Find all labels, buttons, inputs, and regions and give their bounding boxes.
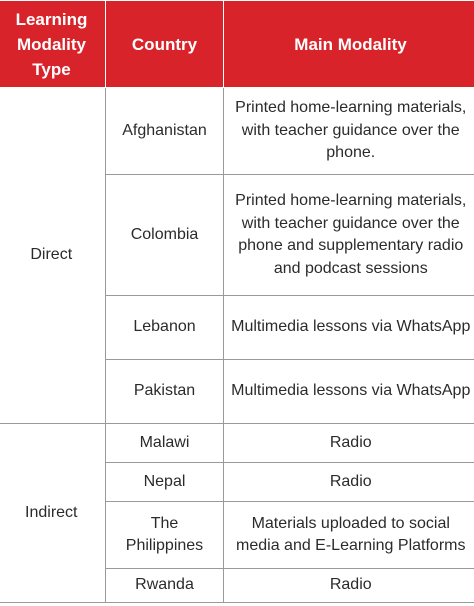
main-modality-cell: Radio [224,463,474,502]
modality-type-cell: Direct [0,88,106,424]
main-modality-cell: Radio [224,424,474,463]
main-modality-cell: Multimedia lessons via WhatsApp [224,360,474,424]
table-row [0,424,474,463]
main-modality-cell: Multimedia lessons via WhatsApp [224,296,474,360]
header-country: Country [106,1,224,88]
country-cell: Malawi [106,424,224,463]
table-row [0,88,474,175]
main-modality-cell: Printed home-learning materials, with teacher guidance over the phone. [224,88,474,175]
main-modality-cell: Materials uploaded to social media and E-Learning Platforms [224,502,474,569]
country-cell: Pakistan [106,360,224,424]
header-main-modality: Main Modality [224,1,474,88]
country-cell: Nepal [106,463,224,502]
header-learning-modality-type: Learning Modality Type [0,1,106,88]
country-cell: Rwanda [106,569,224,603]
country-cell: Colombia [106,175,224,296]
country-cell: Afghanistan [106,88,224,175]
header-row [0,1,474,88]
main-modality-cell: Printed home-learning materials, with teacher guidance over the phone and supplementary radio and podcast sessions [224,175,474,296]
main-modality-cell: Radio [224,569,474,603]
country-cell: The Philippines [106,502,224,569]
modality-type-cell: Indirect [0,424,106,603]
country-cell: Lebanon [106,296,224,360]
